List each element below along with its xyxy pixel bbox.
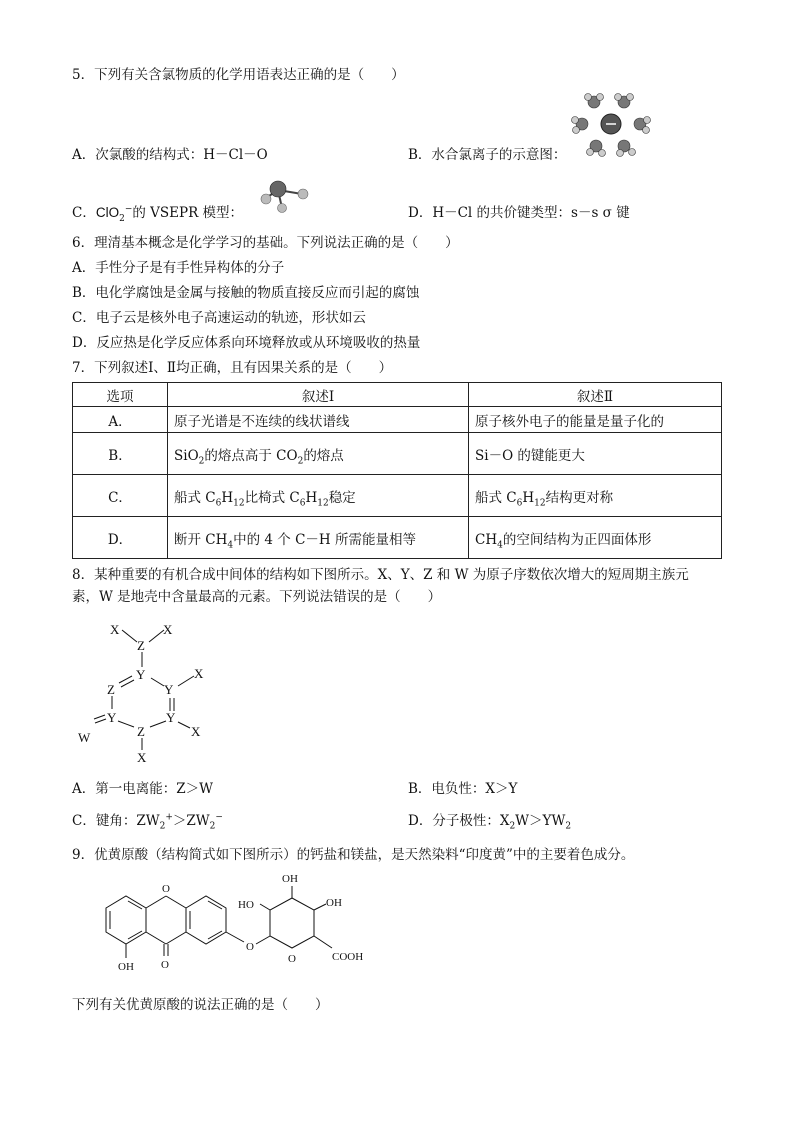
q5-c-sup: − bbox=[124, 204, 133, 215]
atom-x: X bbox=[194, 666, 204, 681]
row-statement-2: 原子核外电子的能量是量子化的 bbox=[469, 407, 722, 433]
row-statement-1: 断开 $CH_4$中的 4 个 C－H 所需能量相等 bbox=[168, 517, 469, 559]
q5-c-sub: 2 bbox=[119, 213, 125, 224]
q6-option-c[interactable]: C．电子云是核外电子高速运动的轨迹，形状如云 bbox=[72, 310, 366, 326]
q6-stem: 6．理清基本概念是化学学习的基础。下列说法正确的是（ ） bbox=[72, 235, 459, 251]
table-row bbox=[73, 433, 722, 475]
q8-option-a[interactable]: A．第一电离能：Z＞W bbox=[72, 781, 214, 797]
q8-option-c[interactable]: C．键角：$ZW_2^+>ZW_2^-$ bbox=[72, 812, 223, 832]
header-option: 选项 bbox=[73, 383, 168, 407]
label-o: O bbox=[288, 953, 296, 965]
q9-stem: 9．优黄原酸（结构简式如下图所示）的钙盐和镁盐，是天然染料“印度黄”中的主要着色成分。 bbox=[72, 847, 635, 863]
row-statement-2: $CH_4$的空间结构为正四面体形 bbox=[469, 517, 722, 559]
row-option: C． bbox=[73, 475, 168, 517]
q8-stem-line2: 素，W 是地壳中含量最高的元素。下列说法错误的是（ ） bbox=[72, 589, 442, 605]
q8-option-b[interactable]: B．电负性：X＞Y bbox=[408, 781, 518, 797]
row-option: B． bbox=[73, 433, 168, 475]
q6-option-d[interactable]: D．反应热是化学反应体系向环境释放或从环境吸收的热量 bbox=[72, 335, 421, 351]
atom-z: Z bbox=[137, 638, 145, 653]
row-option: D． bbox=[73, 517, 168, 559]
q5-c-formula: ClO bbox=[95, 205, 120, 220]
row-statement-2: 船式 $C_6H_{12}$结构更对称 bbox=[469, 475, 722, 517]
atom-y: Y bbox=[164, 682, 174, 697]
label-o: O bbox=[246, 941, 254, 953]
q5-option-c[interactable] bbox=[72, 204, 243, 222]
table-row bbox=[73, 517, 722, 559]
euxanthic-acid-structure bbox=[70, 870, 390, 990]
q7-table bbox=[72, 382, 722, 559]
row-statement-1: 原子光谱是不连续的线状谱线 bbox=[168, 407, 469, 433]
q8-option-d[interactable]: D．分子极性：$X_2W>YW_2$ bbox=[408, 813, 572, 832]
table-header-row bbox=[73, 383, 722, 407]
q6-option-a[interactable]: A．手性分子是有手性异构体的分子 bbox=[72, 260, 285, 276]
row-statement-1: 船式 $C_6H_{12}$比椅式 $C_6H_{12}$稳定 bbox=[168, 475, 469, 517]
row-option: A． bbox=[73, 407, 168, 433]
q5-option-b[interactable]: B．水合氯离子的示意图： bbox=[408, 147, 567, 163]
atom-w: W bbox=[78, 730, 91, 745]
label-oh: OH bbox=[282, 873, 298, 885]
q8-stem-line1: 8．某种重要的有机合成中间体的结构如下图所示。X、Y、Z 和 W 为原子序数依次增大的短周期主族元 bbox=[72, 567, 689, 583]
atom-y: Y bbox=[136, 667, 146, 682]
atom-x: X bbox=[137, 750, 147, 765]
table-row bbox=[73, 475, 722, 517]
q5-stem: 5．下列有关含氯物质的化学用语表达正确的是（ ） bbox=[72, 67, 405, 83]
q8-structure-diagram bbox=[74, 616, 224, 766]
atom-y: Y bbox=[107, 710, 117, 725]
clo2-vsepr-model-image bbox=[256, 178, 316, 214]
q7-stem: 7．下列叙述Ⅰ、Ⅱ均正确，且有因果关系的是（ ） bbox=[72, 360, 393, 376]
header-statement-1: 叙述Ⅰ bbox=[168, 383, 469, 407]
q6-option-b[interactable]: B．电化学腐蚀是金属与接触的物质直接反应而引起的腐蚀 bbox=[72, 285, 420, 301]
table-row bbox=[73, 407, 722, 433]
q5-c-prefix: C． bbox=[72, 205, 96, 221]
row-statement-2: Si－O 的键能更大 bbox=[469, 433, 722, 475]
q9-after: 下列有关优黄原酸的说法正确的是（ ） bbox=[72, 997, 329, 1013]
q5-c-suffix: 的 VSEPR 模型： bbox=[132, 205, 244, 221]
atom-x: X bbox=[191, 724, 201, 739]
header-statement-2: 叙述Ⅱ bbox=[469, 383, 722, 407]
label-o: O bbox=[162, 883, 170, 895]
row-statement-1: SiO$_2$的熔点高于 $CO_2$的熔点 bbox=[168, 433, 469, 475]
label-o: O bbox=[161, 959, 169, 971]
skeleton bbox=[106, 886, 332, 958]
label-ho: HO bbox=[238, 899, 254, 911]
hydrated-chloride-ion-image bbox=[570, 92, 654, 158]
label-oh: OH bbox=[118, 961, 134, 973]
atom-x: X bbox=[110, 622, 120, 637]
q5-option-a[interactable]: A．次氯酸的结构式：H－Cl－O bbox=[72, 147, 268, 163]
label-oh: OH bbox=[326, 897, 342, 909]
atom-x: X bbox=[163, 622, 173, 637]
q5-option-d[interactable]: D．H－Cl 的共价键类型：s－s σ 键 bbox=[408, 205, 630, 221]
atom-y: Y bbox=[166, 710, 176, 725]
label-cooh: COOH bbox=[332, 951, 364, 963]
atom-z: Z bbox=[107, 682, 115, 697]
atom-z: Z bbox=[137, 724, 145, 739]
